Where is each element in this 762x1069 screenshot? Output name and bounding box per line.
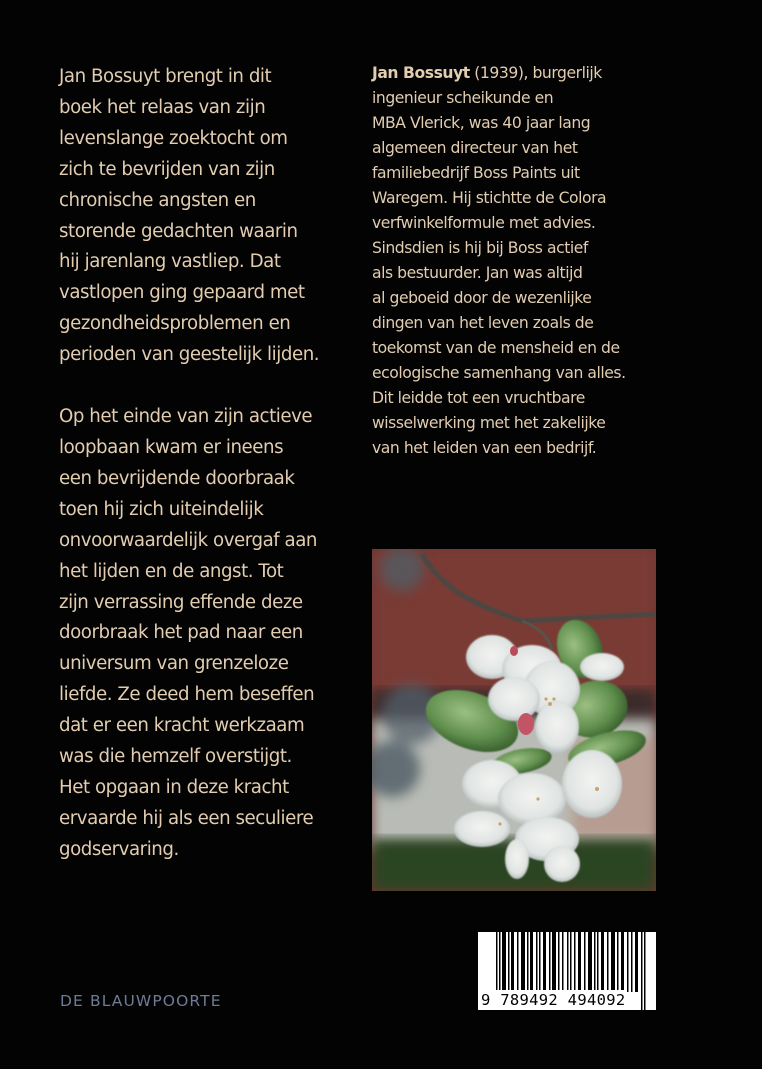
blurb-line: universum van grenzeloze	[59, 653, 289, 675]
author-bio-line: al geboeid door de wezenlijke	[372, 289, 592, 307]
author-bio-text: (1939), burgerlijk	[469, 64, 602, 82]
author-bio	[372, 61, 672, 461]
blurb-line: chronische angsten en	[59, 189, 256, 211]
blurb-line: vastlopen ging gepaard met	[59, 282, 305, 304]
isbn-number: 9 789492 494092	[481, 991, 626, 1009]
blurb-line: gezondheidsproblemen en	[59, 313, 291, 335]
author-bio-line: als bestuurder. Jan was altijd	[372, 264, 583, 282]
isbn-barcode	[478, 932, 656, 1010]
blurb-line: doorbraak het pad naar een	[59, 622, 303, 644]
blurb-paragraph-1	[59, 62, 359, 371]
author-bio-line: Dit leidde tot een vruchtbare	[372, 389, 585, 407]
blurb-line: levenslange zoektocht om	[59, 127, 288, 149]
blurb-line: een bevrijdende doorbraak	[59, 467, 295, 489]
apple-blossom-photo	[372, 549, 656, 891]
author-bio-line: Waregem. Hij stichtte de Colora	[372, 189, 607, 207]
blurb-paragraph-2	[59, 402, 359, 866]
author-bio-line: ecologische samenhang van alles.	[372, 364, 626, 382]
blurb-line: het lijden en de angst. Tot	[59, 560, 284, 582]
blurb-line: Op het einde van zijn actieve	[59, 406, 313, 428]
blurb-line: storende gedachten waarin	[59, 220, 298, 242]
author-bio-first-line	[372, 61, 672, 86]
author-name: Jan Bossuyt	[372, 64, 470, 82]
blurb-line: loopbaan kwam er ineens	[59, 436, 284, 458]
back-cover-blurb	[59, 62, 359, 866]
blurb-line: liefde. Ze deed hem beseffen	[59, 684, 315, 706]
blurb-line: ervaarde hij als een seculiere	[59, 807, 314, 829]
blurb-line: Het opgaan in deze kracht	[59, 776, 289, 798]
blurb-line: toen hij zich uiteindelijk	[59, 498, 264, 520]
blurb-line: onvoorwaardelijk overgaf aan	[59, 529, 318, 551]
apple-blossom-illustration	[372, 549, 656, 891]
blurb-line: was die hemzelf overstijgt.	[59, 746, 292, 768]
author-bio-line: ingenieur scheikunde en	[372, 89, 554, 107]
blurb-line: perioden van geestelijk lijden.	[59, 344, 320, 366]
blurb-line: zijn verrassing effende deze	[59, 591, 303, 613]
author-bio-line: toekomst van de mensheid en de	[372, 339, 620, 357]
author-bio-line: van het leiden van een bedrijf.	[372, 439, 597, 457]
author-bio-line: Sindsdien is hij bij Boss actief	[372, 239, 588, 257]
blurb-line: boek het relaas van zijn	[59, 96, 266, 118]
author-bio-line: wisselwerking met het zakelijke	[372, 414, 606, 432]
blurb-line: godservaring.	[59, 838, 179, 860]
blurb-line: dat er een kracht werkzaam	[59, 715, 305, 737]
author-bio-line: algemeen directeur van het	[372, 139, 578, 157]
author-bio-line: familiebedrijf Boss Paints uit	[372, 164, 580, 182]
author-bio-line: MBA Vlerick, was 40 jaar lang	[372, 114, 591, 132]
blurb-line: zich te bevrijden van zijn	[59, 158, 275, 180]
blurb-line: Jan Bossuyt brengt in dit	[59, 66, 272, 87]
author-bio-line: verfwinkelformule met advies.	[372, 214, 596, 232]
blurb-line: hij jarenlang vastliep. Dat	[59, 251, 281, 273]
publisher-name: DE BLAUWPOORTE	[60, 992, 222, 1010]
author-bio-line: dingen van het leven zoals de	[372, 314, 594, 332]
